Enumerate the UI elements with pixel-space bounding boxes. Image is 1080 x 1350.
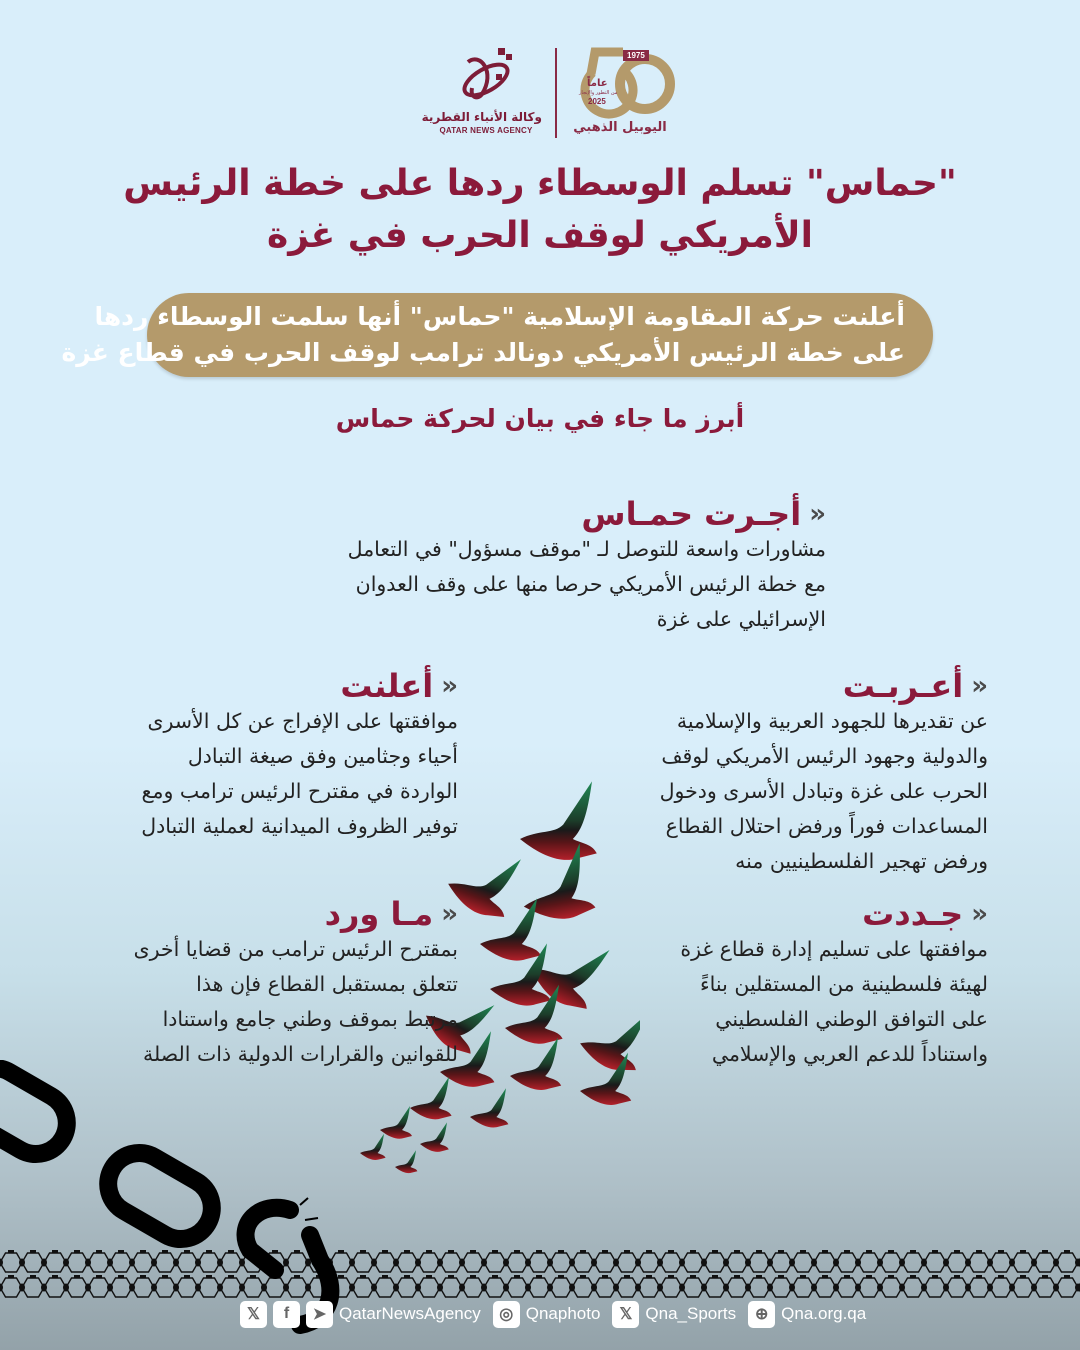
qna-name-arabic: وكالة الأنباء القطرية	[421, 110, 542, 124]
jubilee-subtitle: من التطور والإنجاز	[579, 90, 618, 96]
body-line: عن تقديرها للجهود العربية والإسلامية	[676, 709, 988, 733]
golden-jubilee-logo	[565, 40, 675, 140]
block-title: مـا ورد	[324, 895, 434, 933]
globe-icon[interactable]: ⊕	[748, 1301, 775, 1328]
block-title: أجـرت حمـاس	[581, 495, 802, 533]
body-line: على التوافق الوطني الفلسطيني	[715, 1007, 988, 1031]
block-title: أعلنت	[340, 667, 434, 705]
statement-block-expressed	[608, 666, 988, 879]
jubilee-label: اليوبيل الذهبي	[573, 120, 667, 135]
body-line: مع خطة الرئيس الأمريكي حرصا منها على وقف العدوان	[355, 572, 826, 596]
handle-qnaphoto[interactable]: Qnaphoto	[525, 1304, 601, 1323]
statement-block-other-issues	[78, 894, 458, 1072]
intro-banner	[61, 293, 933, 377]
handle-qatarnewsagency[interactable]: QatarNewsAgency	[339, 1304, 481, 1323]
jubilee-year: 2025	[588, 97, 606, 106]
body-line: مشاورات واسعة للتوصل لـ "موقف مسؤول" في التعامل	[347, 537, 826, 561]
body-line: المساعدات فوراً ورفض احتلال القطاع	[665, 814, 988, 838]
intro-line-1: أعلنت حركة المقاومة الإسلامية "حماس" أنها سلمت الوسطاء ردها	[94, 302, 905, 331]
qna-atom-logo-icon	[460, 42, 516, 108]
page-title	[120, 158, 960, 262]
jubilee-badge-year: 1975	[623, 50, 649, 61]
facebook-icon[interactable]: f	[273, 1301, 300, 1328]
block-title: جـددت	[862, 895, 964, 933]
jubilee-years-label: عاماً	[587, 78, 608, 89]
intro-line-2: على خطة الرئيس الأمريكي دونالد ترامب لوقف الحرب في قطاع غزة	[61, 338, 905, 367]
title-line-2: الأمريكي لوقف الحرب في غزة	[267, 215, 813, 256]
x-icon[interactable]: 𝕏	[612, 1301, 639, 1328]
body-line: ورفض تهجير الفلسطينيين منه	[735, 849, 988, 873]
instagram-icon[interactable]: ◎	[493, 1301, 520, 1328]
qna-logo	[421, 40, 545, 140]
body-line: الحرب على غزة وتبادل الأسرى ودخول	[659, 779, 988, 803]
chevron-icon: «	[971, 671, 988, 701]
logo-divider	[555, 48, 557, 138]
social-footer	[240, 1299, 872, 1329]
block-body	[608, 932, 988, 1072]
statement-block-consultations	[266, 494, 826, 637]
block-body	[266, 532, 826, 637]
telegram-icon[interactable]: ➤	[306, 1301, 333, 1328]
website-link[interactable]: Qna.org.qa	[781, 1304, 867, 1323]
block-title: أعـربـت	[842, 667, 964, 705]
body-line: تتعلق بمستقبل القطاع فإن هذا	[196, 972, 458, 996]
body-line: موافقتها على تسليم إدارة قطاع غزة	[680, 937, 988, 961]
qna-name-english: QATAR NEWS AGENCY	[439, 126, 533, 135]
title-line-1: "حماس" تسلم الوسطاء ردها على خطة الرئيس	[123, 163, 957, 204]
body-line: للقوانين والقرارات الدولية ذات الصلة	[142, 1042, 458, 1066]
block-body	[608, 704, 988, 879]
intro-text	[61, 299, 905, 371]
chevron-icon: «	[971, 899, 988, 929]
body-line: الواردة في مقترح الرئيس ترامب ومع	[141, 779, 458, 803]
body-line: موافقتها على الإفراج عن كل الأسرى	[147, 709, 458, 733]
body-line: مرتبط بموقف وطني جامع واستنادا	[162, 1007, 458, 1031]
x-icon[interactable]: 𝕏	[240, 1301, 267, 1328]
golden-jubilee-50-icon	[565, 40, 675, 120]
header-logos	[421, 40, 680, 140]
block-body	[78, 704, 458, 844]
statement-block-announced	[78, 666, 458, 844]
section-subtitle: أبرز ما جاء في بيان لحركة حماس	[335, 404, 745, 433]
body-line: أحياء وجثامين وفق صيغة التبادل	[187, 744, 458, 768]
body-line: والدولية وجهود الرئيس الأمريكي لوقف	[661, 744, 988, 768]
handle-qna-sports[interactable]: Qna_Sports	[645, 1304, 737, 1323]
chevron-icon: «	[441, 671, 458, 701]
block-body	[78, 932, 458, 1072]
chevron-icon: «	[809, 499, 826, 529]
body-line: توفير الظروف الميدانية لعملية التبادل	[141, 814, 458, 838]
body-line: واستناداً للدعم العربي والإسلامي	[711, 1042, 988, 1066]
body-line: بمقترح الرئيس ترامب من قضايا أخرى	[133, 937, 458, 961]
chevron-icon: «	[441, 899, 458, 929]
body-line: لهيئة فلسطينية من المستقلين بناءً	[700, 972, 988, 996]
body-line: الإسرائيلي على غزة	[656, 607, 826, 631]
statement-block-renewed	[608, 894, 988, 1072]
